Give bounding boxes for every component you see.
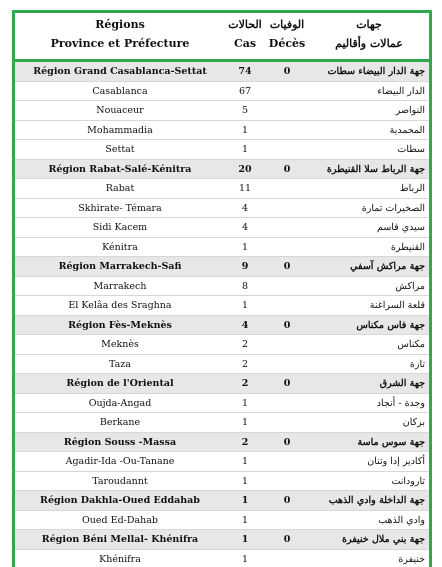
cell-name: Casablanca bbox=[92, 85, 148, 97]
cell-name-ar: الصخيرات تمارة bbox=[361, 202, 425, 214]
region-row bbox=[15, 491, 429, 511]
cell-deces: 0 bbox=[283, 66, 291, 77]
cell-name-ar: جهة فاس مكناس bbox=[356, 319, 425, 331]
cell-name-ar: وجدة - أنجاد bbox=[376, 397, 425, 409]
cell-name-ar: جهة سوس ماسة bbox=[357, 436, 425, 448]
cell-cas: 1 bbox=[241, 456, 249, 467]
cell-cas: 20 bbox=[238, 163, 252, 175]
table-row bbox=[15, 413, 429, 433]
region-row bbox=[15, 62, 429, 82]
cell-name: Région Marrakech-Safi bbox=[58, 261, 182, 272]
cell-cas: 1 bbox=[241, 417, 249, 428]
cell-cas: 9 bbox=[241, 261, 249, 272]
table-row bbox=[15, 296, 429, 316]
cell-name-ar: سطات bbox=[397, 144, 425, 155]
cell-name-ar: جهة مراكش آسفي bbox=[350, 261, 425, 272]
cell-name: Région Rabat-Salé-Kénitra bbox=[48, 163, 192, 175]
cell-name-ar: خنيفرة bbox=[398, 553, 425, 565]
table-row bbox=[15, 511, 429, 531]
cell-deces bbox=[265, 179, 309, 198]
cell-name: Settat bbox=[105, 144, 135, 155]
cell-name-ar: جهة الرباط سلا القنيطرة bbox=[326, 163, 425, 175]
cell-cas: 4 bbox=[241, 222, 249, 233]
cell-name: Région Souss -Massa bbox=[63, 436, 177, 448]
cell-deces bbox=[265, 277, 309, 296]
cell-name: Kénitra bbox=[102, 241, 138, 253]
cell-cas: 1 bbox=[241, 144, 249, 155]
cell-deces bbox=[265, 472, 309, 491]
cell-name-ar: الدار البيضاء bbox=[377, 85, 425, 97]
cell-name-ar: مكناس bbox=[397, 339, 425, 350]
cell-name-ar: جهة الداخلة وادي الذهب bbox=[328, 495, 425, 506]
cell-name: Région Béni Mellal- Khénifra bbox=[41, 534, 199, 545]
table-body bbox=[15, 62, 429, 567]
cell-name: Agadir-Ida -Ou-Tanane bbox=[65, 456, 175, 467]
cell-cas: 1 bbox=[241, 475, 249, 487]
cell-deces bbox=[265, 550, 309, 567]
cell-name: Marrakech bbox=[93, 280, 147, 292]
cell-cas: 74 bbox=[238, 66, 252, 77]
table-row bbox=[15, 179, 429, 199]
cell-deces bbox=[265, 394, 309, 413]
cell-cas: 2 bbox=[241, 378, 249, 389]
cell-name: Mohammadia bbox=[87, 124, 153, 136]
table-row bbox=[15, 238, 429, 258]
cell-cas: 8 bbox=[241, 280, 249, 292]
cell-cas: 1 bbox=[241, 534, 249, 545]
cell-cas: 1 bbox=[241, 124, 249, 136]
cell-name: Rabat bbox=[105, 183, 135, 194]
cell-name-ar: القنيطرة bbox=[390, 241, 425, 253]
cell-name: Oujda-Angad bbox=[88, 397, 152, 409]
header-region-fr-line2: Province et Préfecture bbox=[50, 37, 190, 50]
cell-cas: 11 bbox=[238, 183, 252, 194]
cell-deces: 0 bbox=[283, 261, 291, 272]
cell-deces bbox=[265, 218, 309, 237]
cell-cas: 67 bbox=[238, 85, 252, 97]
cell-cas: 2 bbox=[241, 436, 249, 448]
cell-name: El Kelâa des Sraghna bbox=[68, 300, 172, 311]
cell-deces bbox=[265, 101, 309, 120]
cell-name-ar: تارودانت bbox=[391, 475, 425, 487]
table-row bbox=[15, 394, 429, 414]
cell-name-ar: قلعة السراغنة bbox=[369, 300, 425, 311]
table-row bbox=[15, 355, 429, 375]
cell-name-ar: وادي الذهب bbox=[378, 514, 425, 526]
cell-cas: 2 bbox=[241, 358, 249, 370]
table-row bbox=[15, 452, 429, 472]
table-row bbox=[15, 472, 429, 492]
table-row bbox=[15, 101, 429, 121]
header-cas-ar: الحالات bbox=[228, 18, 262, 31]
cell-name: Taza bbox=[109, 358, 131, 370]
cell-deces bbox=[265, 199, 309, 218]
cell-cas: 4 bbox=[241, 319, 249, 331]
cell-name: Khénifra bbox=[99, 553, 141, 565]
cell-deces: 0 bbox=[283, 163, 291, 175]
cell-cas: 1 bbox=[241, 495, 249, 506]
table-row bbox=[15, 82, 429, 102]
cell-name-ar: جهة بني ملال خنيفرة bbox=[342, 534, 425, 545]
header-deces-ar: الوفيات bbox=[269, 18, 305, 31]
cell-name: Nouaceur bbox=[96, 105, 144, 116]
cell-deces bbox=[265, 511, 309, 530]
header-cas bbox=[225, 13, 265, 59]
table-row bbox=[15, 550, 429, 567]
cell-name-ar: مراكش bbox=[395, 280, 425, 292]
cell-name: Région Fès-Meknès bbox=[68, 319, 172, 331]
cell-name-ar: جهة الشرق bbox=[379, 378, 425, 389]
cell-name-ar: المحمدية bbox=[389, 124, 425, 136]
cell-deces bbox=[265, 335, 309, 354]
cell-cas: 1 bbox=[241, 553, 249, 565]
header-region-ar-line2: عمالات وأقاليم bbox=[335, 37, 403, 50]
region-row bbox=[15, 433, 429, 453]
cell-deces bbox=[265, 140, 309, 159]
header-deces bbox=[265, 13, 309, 59]
cell-name: Meknès bbox=[101, 339, 139, 350]
region-row bbox=[15, 530, 429, 550]
cell-name: Oued Ed-Dahab bbox=[82, 514, 158, 526]
header-region-ar-line1: جهات bbox=[356, 18, 382, 31]
cell-name: Skhirate- Témara bbox=[78, 202, 162, 214]
cell-deces bbox=[265, 238, 309, 257]
table-header bbox=[15, 13, 429, 62]
region-row bbox=[15, 316, 429, 336]
cell-cas: 1 bbox=[241, 397, 249, 409]
header-region-ar bbox=[309, 13, 429, 59]
cell-name-ar: الرباط bbox=[399, 183, 425, 194]
cell-name: Région Dakhla-Oued Eddahab bbox=[40, 495, 200, 506]
table-row bbox=[15, 199, 429, 219]
cell-cas: 5 bbox=[241, 105, 249, 116]
cell-name: Sidi Kacem bbox=[92, 222, 148, 233]
cell-name-ar: النواصر bbox=[395, 105, 425, 116]
table-row bbox=[15, 277, 429, 297]
cell-deces: 0 bbox=[283, 534, 291, 545]
cell-name-ar: تازة bbox=[409, 358, 425, 370]
cell-name: Berkane bbox=[99, 417, 141, 428]
cell-deces bbox=[265, 121, 309, 140]
cell-deces bbox=[265, 296, 309, 315]
header-region-fr-line1: Régions bbox=[95, 18, 145, 31]
cell-name-ar: جهة الدار البيضاء سطات bbox=[327, 66, 425, 77]
header-region-fr bbox=[15, 13, 225, 59]
cell-name: Région de l'Oriental bbox=[66, 378, 174, 389]
table-row bbox=[15, 335, 429, 355]
cell-name: Taroudannt bbox=[92, 475, 148, 487]
cell-deces: 0 bbox=[283, 319, 291, 331]
header-cas-fr: Cas bbox=[233, 37, 257, 50]
table-row bbox=[15, 140, 429, 160]
cell-deces bbox=[265, 413, 309, 432]
cell-name-ar: بركان bbox=[402, 417, 425, 428]
region-row bbox=[15, 257, 429, 277]
cell-cas: 1 bbox=[241, 241, 249, 253]
header-deces-fr: Décès bbox=[268, 37, 306, 50]
table-row bbox=[15, 121, 429, 141]
cell-cas: 1 bbox=[241, 514, 249, 526]
cell-cas: 1 bbox=[241, 300, 249, 311]
cell-name-ar: أكادير إدا وتنان bbox=[367, 456, 425, 467]
cell-deces bbox=[265, 452, 309, 471]
cell-name-ar: سيدي قاسم bbox=[377, 222, 425, 233]
cell-name: Région Grand Casablanca-Settat bbox=[33, 66, 207, 77]
table-frame bbox=[12, 10, 432, 567]
region-row bbox=[15, 160, 429, 180]
region-row bbox=[15, 374, 429, 394]
cell-deces: 0 bbox=[283, 495, 291, 506]
cell-deces bbox=[265, 82, 309, 101]
cell-cas: 4 bbox=[241, 202, 249, 214]
cell-deces: 0 bbox=[283, 436, 291, 448]
cell-deces: 0 bbox=[283, 378, 291, 389]
cell-deces bbox=[265, 355, 309, 374]
cell-cas: 2 bbox=[241, 339, 249, 350]
table-row bbox=[15, 218, 429, 238]
